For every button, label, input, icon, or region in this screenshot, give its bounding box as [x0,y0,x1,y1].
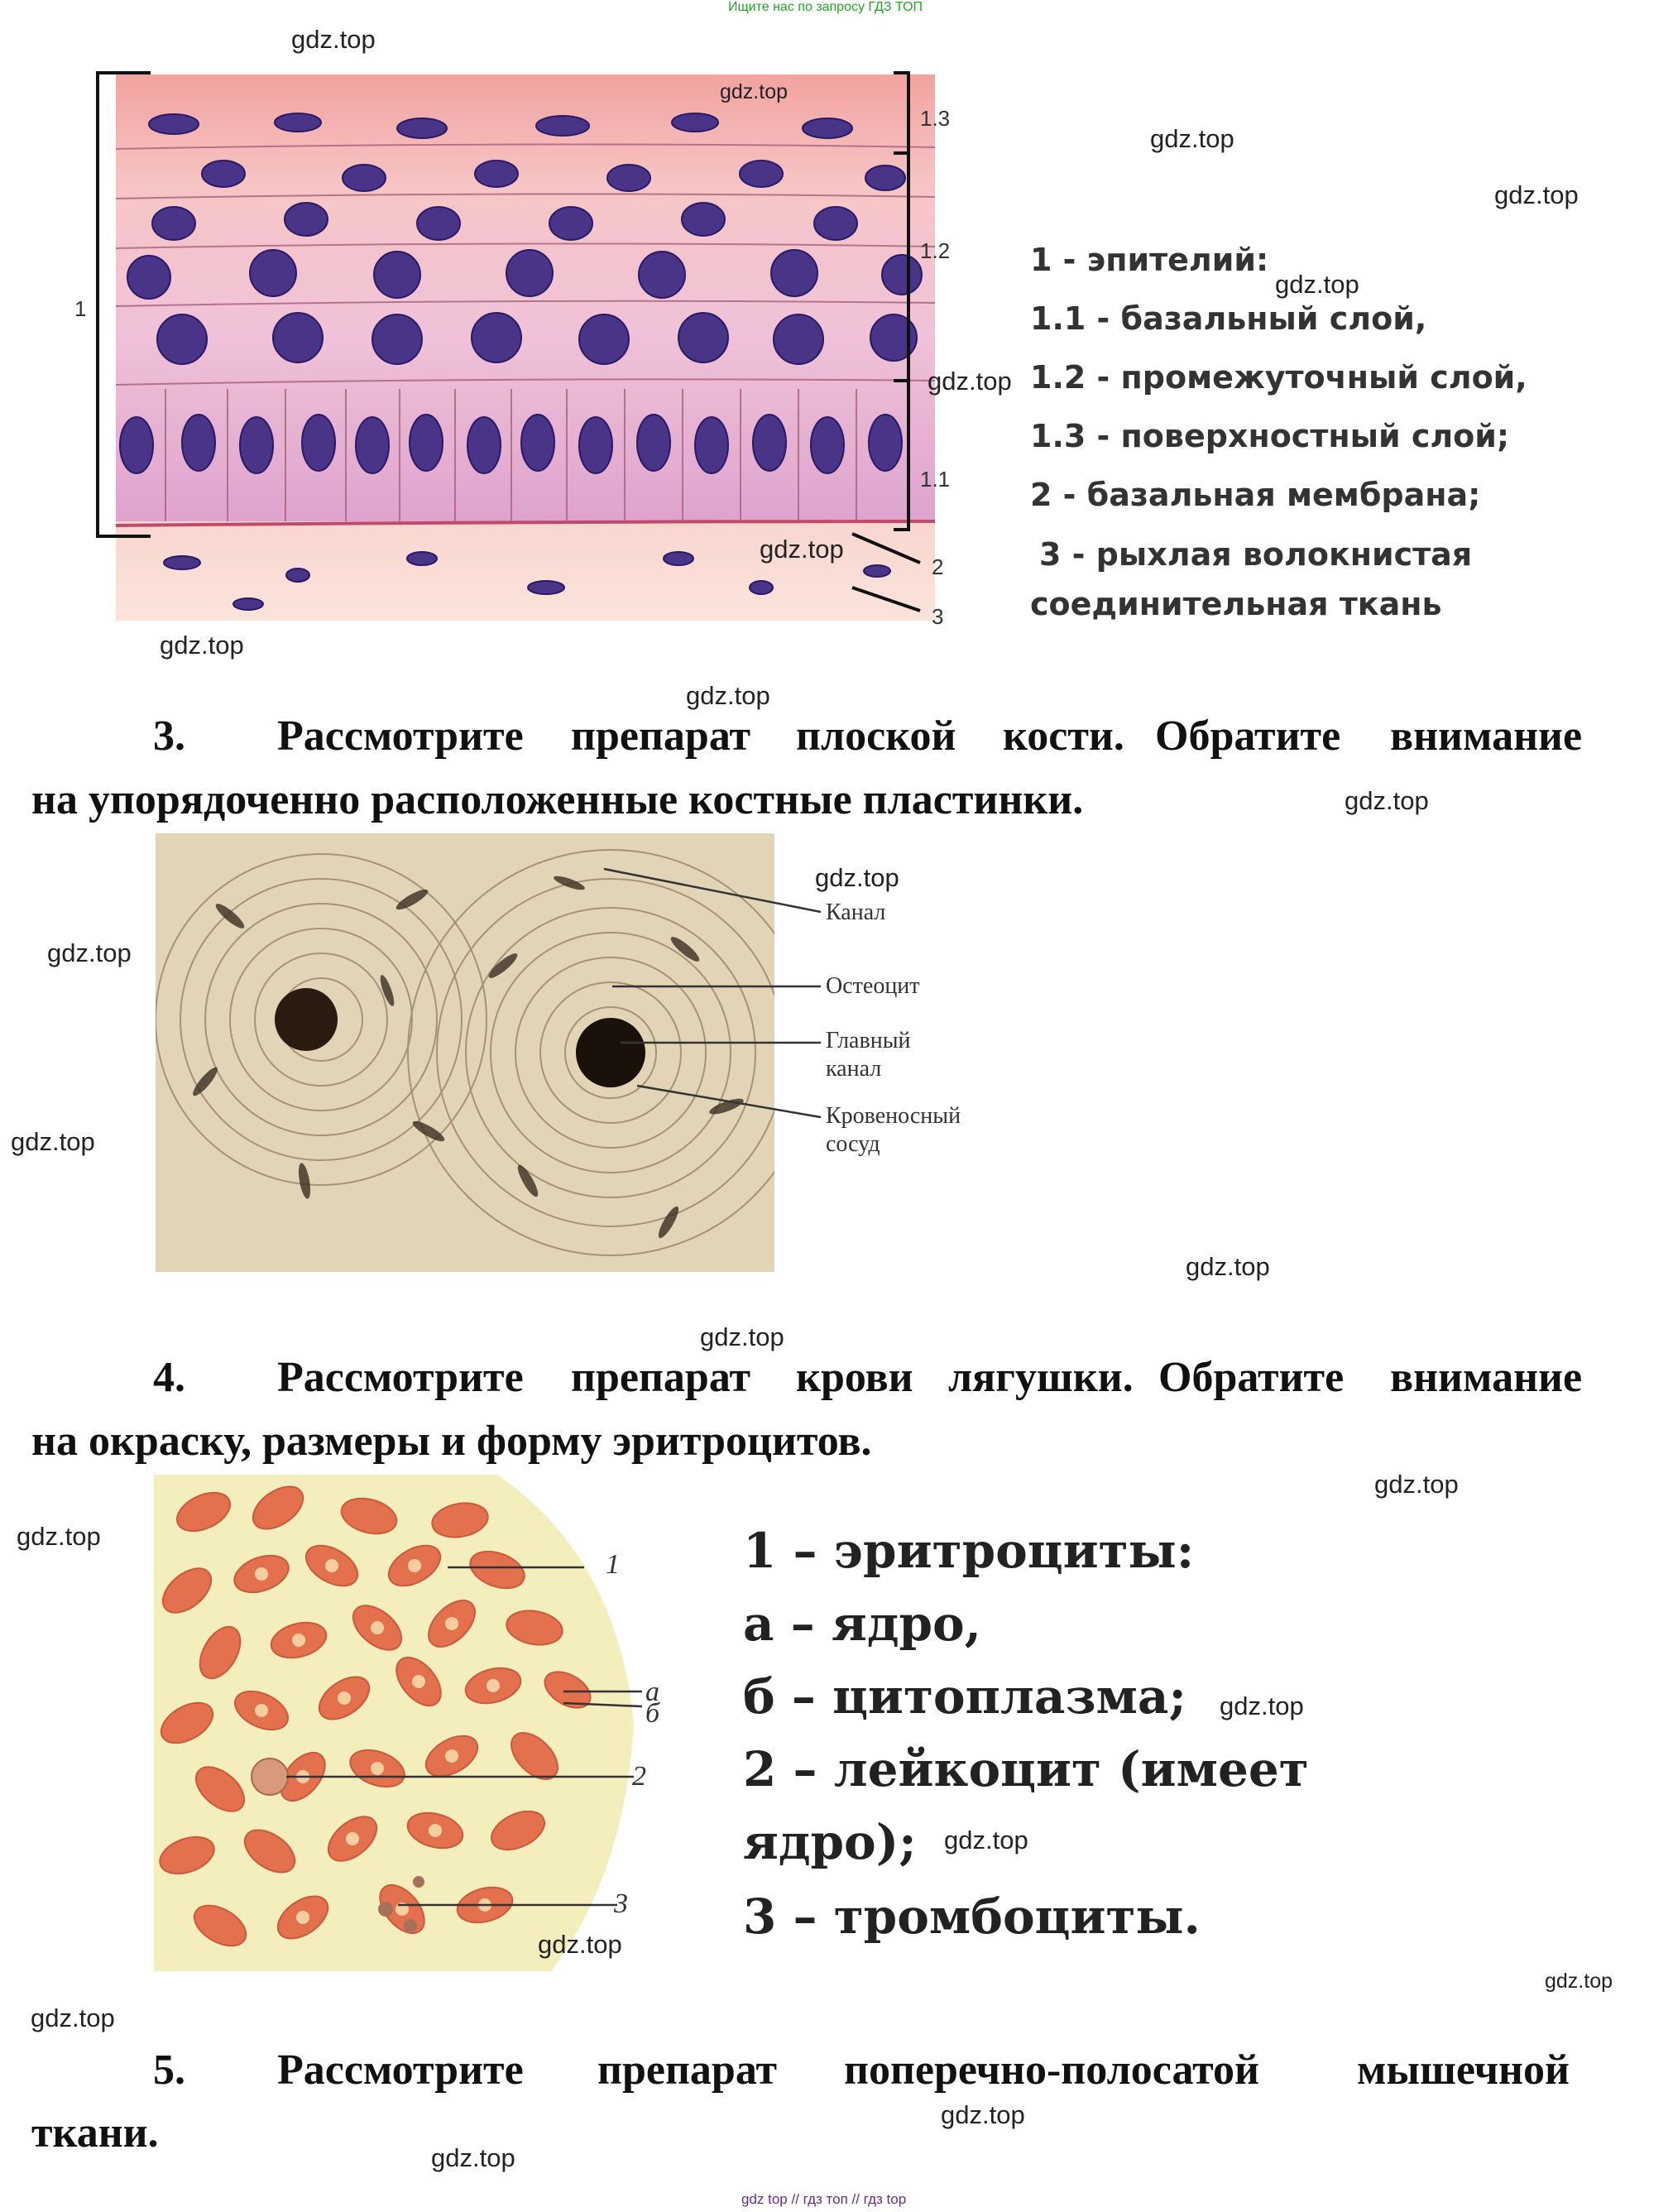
watermark: gdz.top [160,631,244,660]
epi-label-3: 3 [932,604,944,629]
task3-line2: на упорядоченно расположенные костные пластинки. [31,776,1084,823]
task3-word-2: препарат [571,713,751,760]
watermark: gdz.top [1345,786,1429,815]
watermark: gdz.top [1545,1970,1613,1993]
bone-label-vessel: сосуд [826,1131,880,1157]
epi-legend-6: 3 - рыхлая волокнистая [1039,536,1473,573]
blood-legend-5: ядро); [743,1814,917,1870]
epi-legend-3: 1.2 - промежуточный слой, [1030,359,1527,396]
task4-word-2: препарат [571,1354,751,1401]
bone-label-main: Главный [826,1028,911,1053]
bone-label-blood: Кровеносный [826,1103,961,1129]
watermark: gdz.top [538,1930,622,1959]
epi-legend-1: 1 - эпителий: [1030,242,1269,278]
watermark: gdz.top [431,2143,515,2172]
blood-label-1: 1 [606,1549,620,1580]
epi-legend-5: 2 - базальная мембрана; [1030,477,1481,513]
task3-word-6: внимание [1390,713,1583,760]
watermark: gdz.top [47,938,132,967]
watermark: gdz.top [1494,180,1579,209]
epi-label-1-3: 1.3 [920,106,951,131]
task4-word-6: внимание [1390,1354,1583,1401]
task3-word-5: Обратите [1155,713,1341,760]
task5-number: 5. [153,2046,185,2094]
bone-label-leaders [579,852,827,1150]
blood-label-b: б [645,1698,660,1729]
blood-legend-6: 3 – тромбоциты. [743,1888,1201,1945]
watermark: gdz.top [1220,1691,1304,1720]
watermark: gdz.top [700,1322,784,1351]
blood-label-2: 2 [632,1761,646,1792]
epi-label-1-2: 1.2 [920,238,951,263]
bone-label-main-canal: канал [826,1056,882,1082]
watermark: gdz.top [11,1127,95,1156]
watermark: gdz.top [944,1826,1028,1855]
task4-word-5: Обратите [1158,1354,1345,1401]
blood-legend-2: а – ядро, [743,1595,981,1652]
task4-word-3: крови [796,1354,913,1401]
epi-legend-4: 1.3 - поверхностный слой; [1030,418,1510,454]
epi-label-1: 1 [74,296,87,321]
watermark: gdz.top [760,535,844,564]
epi-label-1-1: 1.1 [920,467,951,492]
watermark: gdz.top [1186,1252,1270,1281]
watermark: gdz.top [291,25,376,54]
epithelium-illustration [33,58,1009,637]
task4-word-1: Рассмотрите [277,1354,524,1401]
watermark: gdz.top [1374,1470,1459,1499]
watermark: gdz.top [31,2003,115,2032]
blood-label-3: 3 [614,1888,628,1919]
task4-number: 4. [153,1354,185,1401]
task3-word-4: кости. [1003,713,1124,760]
blood-legend-4: 2 – лейкоцит (имеет [743,1741,1309,1797]
task5-word-4: мышечной [1357,2046,1570,2094]
blood-legend-1: 1 – эритроциты: [743,1523,1195,1579]
top-banner[interactable]: Ищите нас по запросу ГДЗ ТОП [728,0,923,14]
epi-legend-7: соединительная ткань [1030,586,1442,622]
blood-legend-3: б – цитоплазма; [743,1668,1186,1725]
task3-word-1: Рассмотрите [277,713,524,760]
task4-line2: на окраску, размеры и форму эритроцитов. [31,1418,872,1465]
task5-word-2: препарат [597,2046,778,2094]
task3-number: 3. [153,713,185,760]
blood-label-a: а [645,1677,659,1707]
epi-label-2: 2 [932,554,944,579]
watermark: gdz.top [17,1522,101,1551]
task4-line1 [0,1353,1673,1404]
task3-word-3: плоской [796,713,956,760]
watermark: gdz.top [720,80,789,103]
task4-word-4: лягушки. [948,1354,1134,1401]
task3-line1 [0,712,1673,763]
epi-legend-2: 1.1 - базальный слой, [1030,300,1427,337]
watermark: gdz.top [928,367,1012,396]
task5-line1 [0,2046,1673,2097]
bone-label-osteocyte: Остеоцит [826,973,920,999]
task5-word-1: Рассмотрите [277,2046,524,2094]
watermark: gdz.top [941,2100,1025,2129]
watermark: gdz.top [1150,124,1234,153]
epithelium-figure [33,58,1009,637]
watermark: gdz.top [815,863,899,892]
task5-line2: ткани. [31,2109,159,2157]
footer-link[interactable]: gdz top // гдз топ // гдз top [741,2191,907,2207]
watermark: gdz.top [1275,270,1359,299]
watermark: gdz.top [686,681,770,710]
bone-label-canal: Канал [826,900,886,925]
task5-word-3: поперечно-полосатой [844,2046,1259,2094]
